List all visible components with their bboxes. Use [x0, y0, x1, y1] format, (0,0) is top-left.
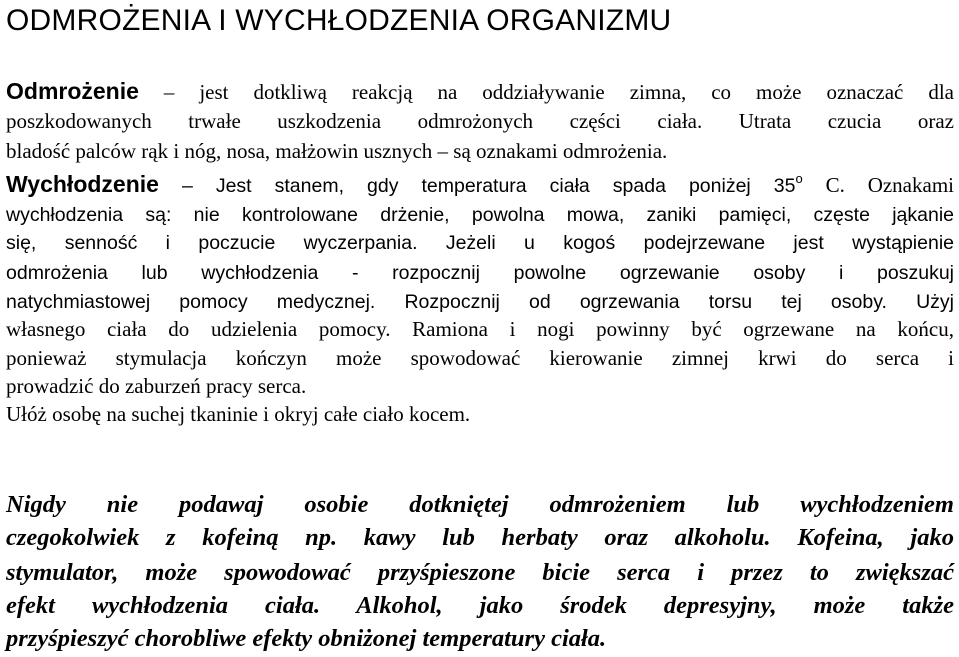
frostbite-line-2: poszkodowanych trwałe uszkodzenia odmrożonych części ciała. Utrata czucia oraz	[6, 109, 954, 133]
hypothermia-line-1	[6, 169, 954, 199]
warning-line-1: Nigdy nie podawaj osobie dotkniętej odmrożeniem lub wychłodzeniem	[6, 491, 954, 518]
frostbite-line-1	[6, 76, 954, 106]
hypothermia-line-4: odmrożenia lub wychłodzenia - rozpocznij powolne ogrzewanie osoby i poszukuj	[6, 262, 954, 284]
hypothermia-line-2: wychłodzenia są: nie kontrolowane drżenie, powolna mowa, zaniki pamięci, częste jąkanie	[6, 204, 954, 226]
degree-superscript: o	[795, 171, 803, 186]
hypothermia-line-5: natychmiastowej pomocy medycznej. Rozpocznij od ogrzewania torsu tej osoby. Użyj	[6, 291, 954, 313]
hypothermia-line-6: własnego ciała do udzielenia pomocy. Ramiona i nogi powinny być ogrzewane na końcu,	[6, 317, 954, 341]
frostbite-line-3: bladość palców rąk i nóg, nosa, małżowin usznych – są oznakami odmrożenia.	[6, 139, 668, 163]
warning-line-5: przyśpieszyć chorobliwe efekty obniżonej temperatury ciała.	[6, 625, 607, 652]
frostbite-term: Odmrożenie	[6, 78, 139, 104]
hypothermia-line-1-tail: C. Oznakami	[802, 173, 954, 197]
hypothermia-term: Wychłodzenie	[6, 171, 159, 197]
frostbite-line-1-text: – jest dotkliwą reakcją na oddziaływanie zimna, co może oznaczać dla	[138, 80, 954, 104]
warning-line-3: stymulator, może spowodować przyśpieszone bicie serca i przez to zwiększać	[6, 559, 954, 586]
hypothermia-line-3: się, senność i poczucie wyczerpania. Jeżeli u kogoś podejrzewane jest wystąpienie	[6, 232, 954, 254]
hypothermia-line-9: Ułóż osobę na suchej tkaninie i okryj całe ciało kocem.	[6, 402, 471, 426]
document-page	[6, 0, 954, 657]
hypothermia-line-8: prowadzić do zaburzeń pracy serca.	[6, 374, 307, 398]
hypothermia-line-7: ponieważ stymulacja kończyn może spowodować kierowanie zimnej krwi do serca i	[6, 346, 954, 370]
warning-line-4: efekt wychłodzenia ciała. Alkohol, jako środek depresyjny, może także	[6, 592, 954, 619]
warning-line-2: czegokolwiek z kofeiną np. kawy lub herbaty oraz alkoholu. Kofeina, jako	[6, 524, 954, 551]
hypothermia-line-1-text: – Jest stanem, gdy temperatura ciała spada poniżej 35	[158, 175, 796, 197]
page-title: ODMROŻENIA I WYCHŁODZENIA ORGANIZMU	[6, 4, 672, 37]
